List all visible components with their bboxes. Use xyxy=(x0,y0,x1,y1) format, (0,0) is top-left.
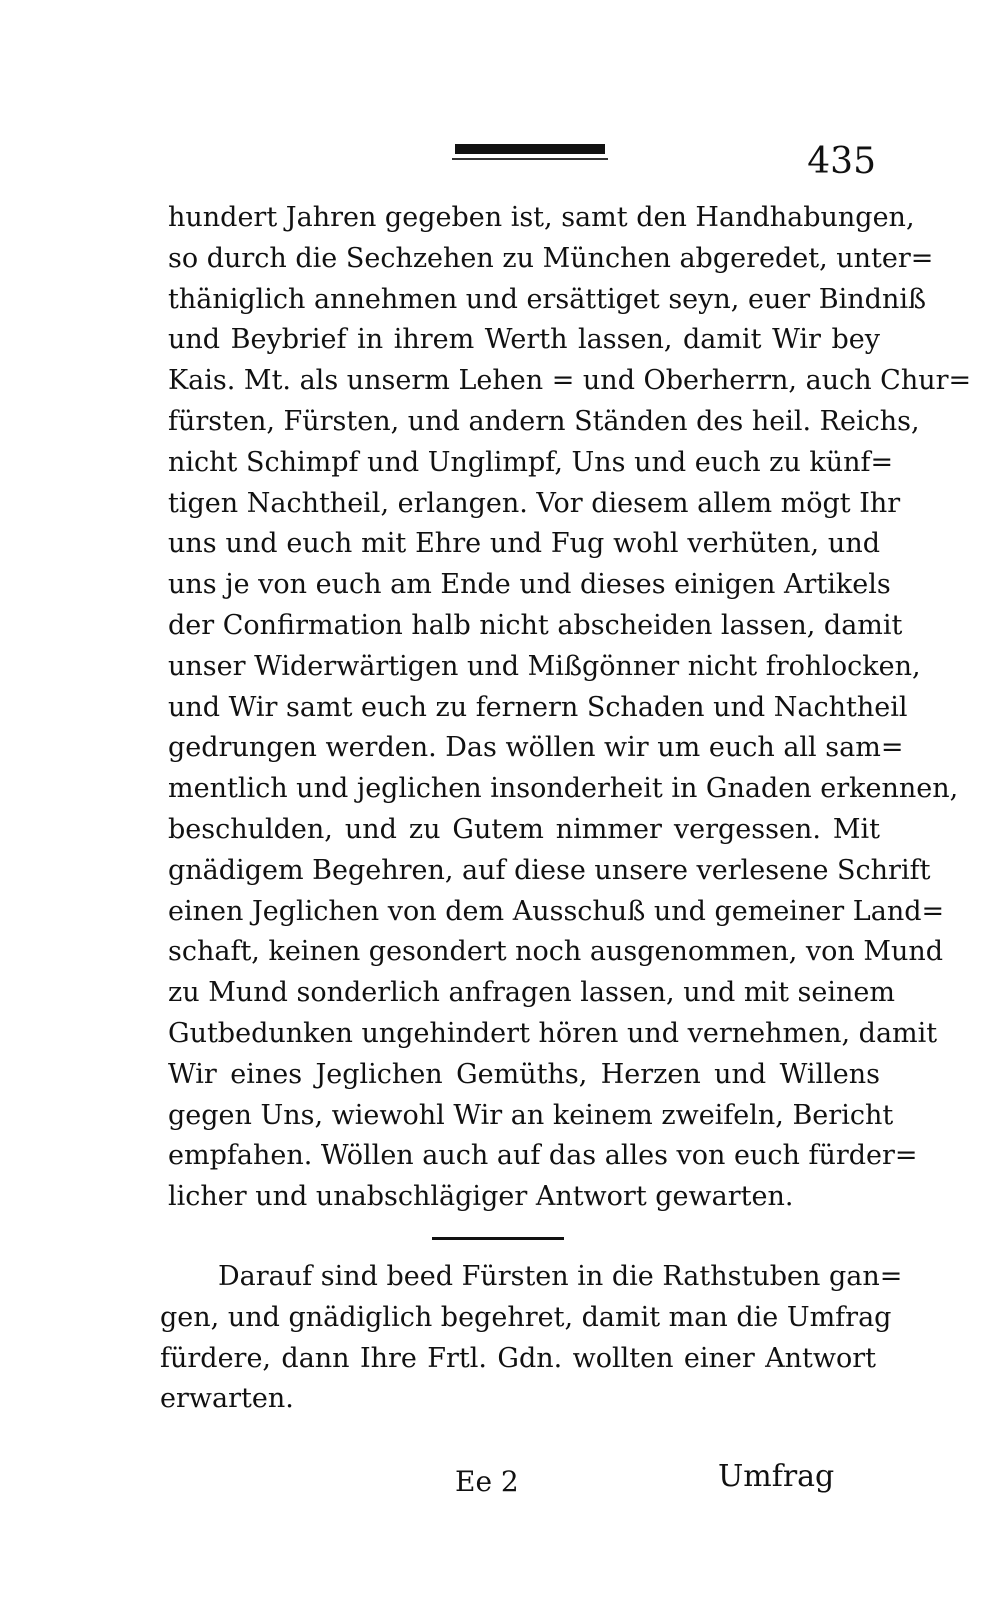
text-line: erwarten. xyxy=(160,1383,294,1415)
text-line: uns je von euch am Ende und dieses einigen Artikels xyxy=(168,569,891,601)
text-line: der Confirmation halb nicht abscheiden lassen, damit xyxy=(168,609,903,641)
page-number: 435 xyxy=(807,141,876,182)
text-line: nicht Schimpf und Unglimpf, Uns und euch zu künf= xyxy=(168,446,894,478)
text-line: einen Jeglichen von dem Ausschuß und gemeiner Land= xyxy=(168,895,945,927)
header-ornament-rule xyxy=(455,144,605,154)
text-line: thäniglich annehmen und ersättiget seyn, euer Bindniß xyxy=(168,283,927,315)
signature-mark: Ee 2 xyxy=(455,1465,519,1498)
catchword: Umfrag xyxy=(718,1459,835,1494)
text-line: uns und euch mit Ehre und Fug wohl verhüten, und xyxy=(168,528,880,560)
text-line: und Beybrief in ihrem Werth lassen, damit Wir bey xyxy=(168,324,880,356)
text-line: hundert Jahren gegeben ist, samt den Handhabungen, xyxy=(168,202,915,233)
text-line: zu Mund sonderlich anfragen lassen, und mit seinem xyxy=(168,977,895,1009)
text-line: gnädigem Begehren, auf diese unsere verlesene Schrift xyxy=(168,854,931,886)
text-line: gen, und gnädiglich begehret, damit man die Umfrag xyxy=(160,1301,892,1333)
text-line: gedrungen werden. Das wöllen wir um euch all sam= xyxy=(168,732,904,764)
paragraph-main xyxy=(168,198,972,1218)
text-line: und Wir samt euch zu fernern Schaden und Nachtheil xyxy=(168,691,908,723)
text-line: so durch die Sechzehen zu München abgeredet, unter= xyxy=(168,242,934,274)
text-line: licher und unabschlägiger Antwort gewarten. xyxy=(168,1181,794,1213)
text-line: gegen Uns, wiewohl Wir an keinem zweifeln, Bericht xyxy=(168,1099,894,1131)
section-separator-rule xyxy=(432,1237,564,1240)
text-line: Kais. Mt. als unserm Lehen = und Oberherrn, auch Chur= xyxy=(168,365,972,397)
text-line: tigen Nachtheil, erlangen. Vor diesem allem mögt Ihr xyxy=(168,487,901,519)
text-line: Gutbedunken ungehindert hören und vernehmen, damit xyxy=(168,1017,938,1049)
text-line: empfahen. Wöllen auch auf das alles von euch fürder= xyxy=(168,1140,918,1172)
text-line: unser Widerwärtigen und Mißgönner nicht frohlocken, xyxy=(168,650,921,682)
text-line: Darauf sind beed Fürsten in die Rathstuben gan= xyxy=(218,1261,903,1292)
text-line: fürsten, Fürsten, und andern Ständen des heil. Reichs, xyxy=(168,405,920,437)
text-line: beschulden, und zu Gutem nimmer vergessen. Mit xyxy=(168,813,880,845)
text-line: schaft, keinen gesondert noch ausgenommen, von Mund xyxy=(168,936,944,968)
text-line: fürdere, dann Ihre Frtl. Gdn. wollten einer Antwort xyxy=(160,1342,876,1374)
header-thin-rule xyxy=(452,158,608,160)
paragraph-second xyxy=(160,1257,903,1420)
text-line: Wir eines Jeglichen Gemüths, Herzen und Willens xyxy=(168,1058,880,1090)
text-line: mentlich und jeglichen insonderheit in Gnaden erkennen, xyxy=(168,773,959,805)
